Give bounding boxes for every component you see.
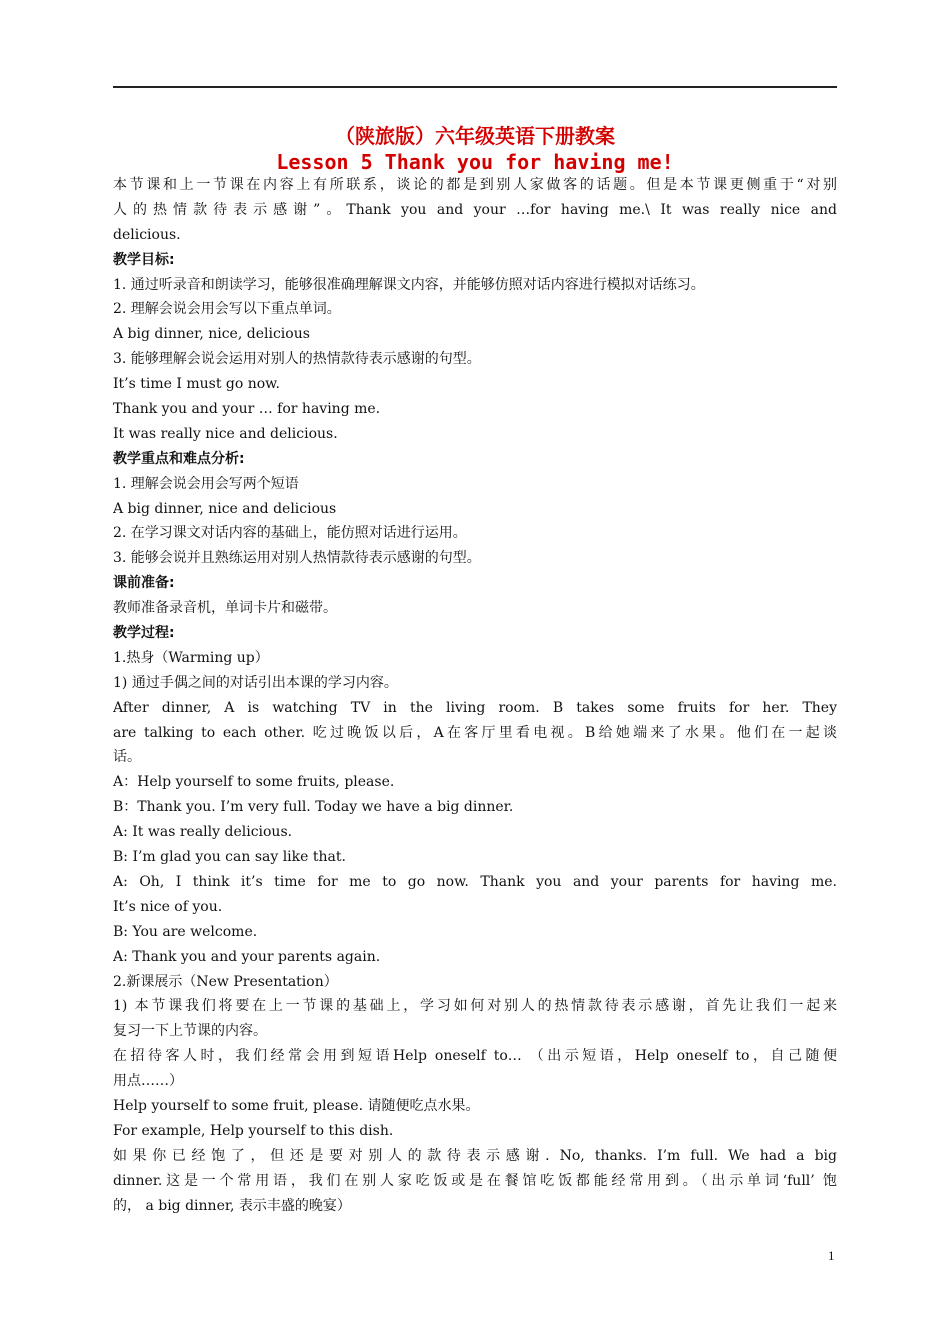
section-heading: 教学目标:	[113, 251, 175, 268]
text-line: It’s time I must go now.	[113, 376, 280, 393]
header-rule	[113, 86, 837, 88]
section-heading: 课前准备:	[113, 575, 175, 592]
text-line: 2. 在学习课文对话内容的基础上，能仿照对话进行运用。	[113, 525, 467, 542]
text-line: B: I’m glad you can say like that.	[113, 849, 346, 866]
text-line: A: It was really delicious.	[113, 824, 293, 841]
text-line: 1) 通过手偶之间的对话引出本课的学习内容。	[113, 674, 398, 691]
section-heading: 教学过程:	[113, 625, 175, 642]
text-line: 的， a big dinner, 表示丰盛的晚宴）	[113, 1197, 351, 1214]
text-line: A: Oh, I think it’s time for me to go now. Thank you and your parents for having me.	[113, 873, 837, 890]
text-line: A big dinner, nice, delicious	[113, 326, 310, 343]
text-line: 2. 理解会说会用会写以下重点单词。	[113, 301, 341, 318]
text-line: 1.热身（Warming up）	[113, 649, 269, 666]
text-line: 在招待客人时，我们经常会用到短语Help oneself to… （出示短语，Help oneself to，自己随便	[113, 1048, 837, 1065]
text-line: A big dinner, nice and delicious	[113, 500, 337, 517]
text-line: delicious.	[113, 226, 181, 243]
text-line: After dinner, A is watching TV in the living room. B takes some fruits for her. They	[113, 699, 837, 716]
text-line: A: Thank you and your parents again.	[113, 948, 381, 965]
text-line: 用点……）	[113, 1073, 183, 1090]
text-line: B：Thank you. I’m very full. Today we have a big dinner.	[113, 799, 514, 816]
lesson-title: Lesson 5 Thank you for having me!	[276, 150, 674, 174]
text-line: 本节课和上一节课在内容上有所联系，谈论的都是到别人家做客的话题。但是本节课更侧重于“对别	[113, 177, 837, 193]
text-line: 1) 本节课我们将要在上一节课的基础上，学习如何对别人的热情款待表示感谢，首先让我们一起来	[113, 998, 837, 1015]
text-line: dinner.这是一个常用语，我们在别人家吃饭或是在餐馆吃饭都能经常用到。（出示单词‘full’ 饱	[113, 1172, 837, 1189]
text-line: B: You are welcome.	[113, 923, 258, 940]
text-line: Help yourself to some fruit, please. 请随便吃点水果。	[113, 1097, 480, 1114]
text-line: 2.新课展示（New Presentation）	[113, 973, 338, 990]
text-line: It was really nice and delicious.	[113, 425, 338, 442]
page-number: 1	[828, 1248, 835, 1263]
text-line: 复习一下上节课的内容。	[113, 1023, 267, 1040]
text-line: 教师准备录音机，单词卡片和磁带。	[113, 600, 337, 617]
text-line: 1. 理解会说会用会写两个短语	[113, 475, 299, 492]
text-line: It’s nice of you.	[113, 898, 223, 915]
text-line: 人的热情款待表示感谢”。Thank you and your …for having me.\ It was really nice and	[113, 201, 837, 218]
text-line: 3. 能够会说并且熟练运用对别人热情款待表示感谢的句型。	[113, 550, 481, 567]
text-line: 1. 通过听录音和朗读学习，能够很准确理解课文内容，并能够仿照对话内容进行模拟对话练习。	[113, 276, 705, 293]
text-line: 如果你已经饱了，但还是要对别人的款待表示感谢. No, thanks. I’m full. We had a big	[113, 1147, 837, 1164]
document-body	[113, 173, 837, 1218]
section-heading: 教学重点和难点分析:	[113, 450, 245, 467]
text-line: A：Help yourself to some fruits, please.	[113, 774, 395, 791]
text-line: For example, Help yourself to this dish.	[113, 1122, 394, 1139]
document-title: （陕旅版）六年级英语下册教案	[335, 124, 615, 148]
text-line: 3. 能够理解会说会运用对别人的热情款待表示感谢的句型。	[113, 351, 481, 368]
text-line: 话。	[113, 749, 141, 766]
text-line: are talking to each other. 吃过晚饭以后，A在客厅里看电视。B给她端来了水果。他们在一起谈	[113, 724, 837, 741]
text-line: Thank you and your … for having me.	[113, 401, 381, 418]
